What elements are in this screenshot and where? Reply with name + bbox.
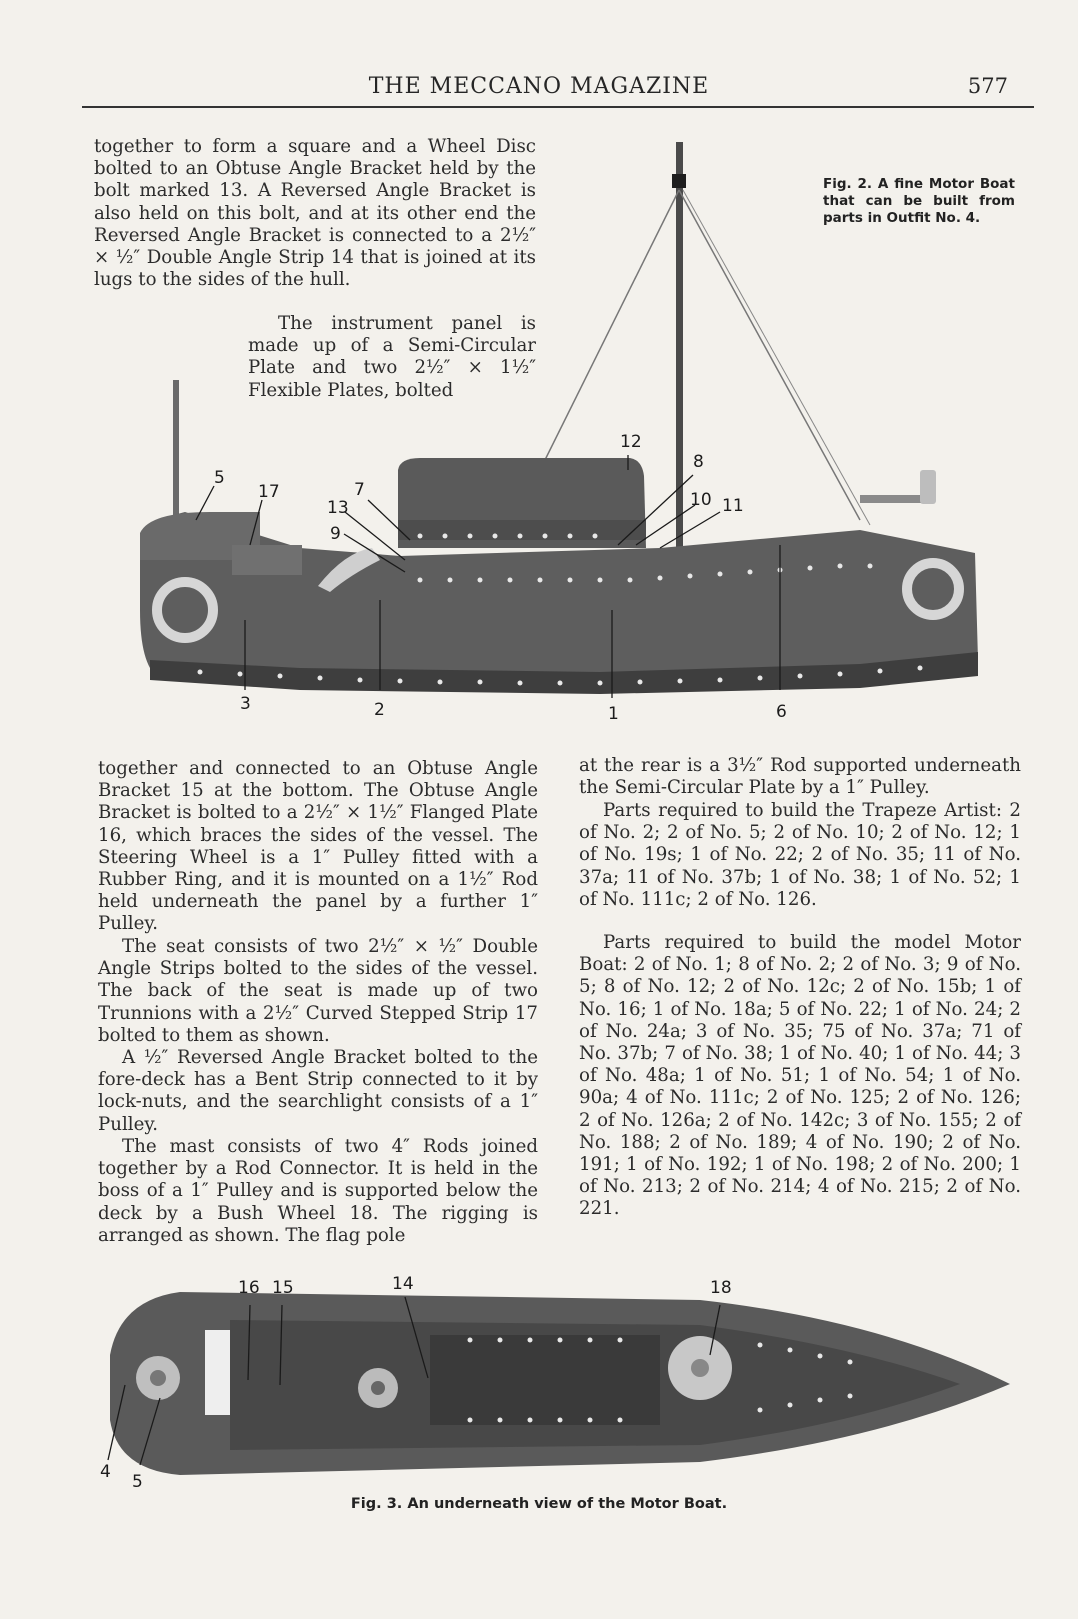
paragraph-right-1: at the rear is a 3½″ Rod supported underneath the Semi-Circular Plate by a 1″ Pulley. (579, 755, 1021, 799)
stern-opening (205, 1330, 230, 1415)
fig3-label-5: 5 (132, 1472, 143, 1492)
fig3-label-4: 4 (100, 1462, 111, 1482)
figure-2-caption: Fig. 2. A fine Motor Boat that can be built from parts in Outfit No. 4. (823, 176, 1015, 226)
fig2-label-12: 12 (620, 432, 642, 452)
fig2-label-7: 7 (354, 480, 365, 500)
fig2-label-10: 10 (690, 490, 712, 510)
paragraph-right-2: Parts required to build the Trapeze Artist: 2 of No. 2; 2 of No. 5; 2 of No. 10; 2 of No. 12; 1 of No. 19s; 1 of No. 22; 2 of No. 35; 11 of No. 37a; 11 of No. 37b; 1 of No. 38; 1 of No. 52; 1 of No. 111c; 2 of No. 126. (579, 800, 1021, 910)
fig2-label-13: 13 (327, 498, 349, 518)
page-number: 577 (967, 74, 1008, 98)
figure-3-caption: Fig. 3. An underneath view of the Motor Boat. (350, 1496, 728, 1512)
fig3-label-15: 15 (272, 1278, 294, 1298)
fig2-label-17: 17 (258, 482, 280, 502)
paragraph-left-1: together and connected to an Obtuse Angle Bracket 15 at the bottom. The Obtuse Angle Bracket is bolted to a 2½″ × 1½″ Flanged Plate 16, which braces the sides of the vessel. The Steering Wheel is a 1″ Pulley fitted with a Rubber Ring, and it is mounted on a 1½″ Rod held underneath the panel by a further 1″ Pulley. (98, 758, 538, 935)
paragraph-left-3: A ½″ Reversed Angle Bracket bolted to the fore-deck has a Bent Strip connected to it by lock-nuts, and the searchlight consists of a 1″ Pulley. (98, 1047, 538, 1135)
fig2-label-5: 5 (214, 468, 225, 488)
paragraph-instrument-panel: The instrument panel is made up of a Semi-Circular Plate and two 2½″ × 1½″ Flexible Plates, bolted (248, 313, 536, 401)
magazine-title: THE MECCANO MAGAZINE (368, 74, 710, 99)
paragraph-left-2: The seat consists of two 2½″ × ½″ Double Angle Strips bolted to the sides of the vessel. The back of the seat is made up of two Trunnions with a 2½″ Curved Stepped Strip 17 bolted to them as shown. (98, 936, 538, 1046)
paragraph-top-left: together to form a square and a Wheel Disc bolted to an Obtuse Angle Bracket held by the bolt marked 13. A Reversed Angle Bracket is also held on this bolt, and at its other end the Reversed Angle Bracket is connected to a 2½″ × ½″ Double Angle Strip 14 that is joined at its lugs to the sides of the hull. (94, 136, 536, 291)
fig2-label-1: 1 (608, 704, 619, 724)
fig3-label-14: 14 (392, 1274, 414, 1294)
fig2-label-6: 6 (776, 702, 787, 722)
fig2-label-2: 2 (374, 700, 385, 720)
fig2-label-11: 11 (722, 496, 744, 516)
paragraph-right-3: Parts required to build the model Motor Boat: 2 of No. 1; 8 of No. 2; 2 of No. 3; 9 of No. 5; 8 of No. 12; 2 of No. 12c; 2 of No. 15b; 1 of No. 16; 1 of No. 18a; 5 of No. 22; 1 of No. 24; 2 of No. 24a; 3 of No. 35; 75 of No. 37a; 71 of No. 37b; 7 of No. 38; 1 of No. 40; 1 of No. 44; 3 of No. 48a; 1 of No. 51; 1 of No. 54; 1 of No. 90a; 4 of No. 111c; 2 of No. 125; 2 of No. 126; 2 of No. 126a; 2 of No. 142c; 3 of No. 155; 2 of No. 188; 2 of No. 189; 4 of No. 190; 2 of No. 191; 1 of No. 192; 1 of No. 198; 2 of No. 200; 1 of No. 213; 2 of No. 214; 4 of No. 215; 2 of No. 221. (579, 932, 1021, 1220)
paragraph-left-4: The mast consists of two 4″ Rods joined together by a Rod Connector. It is held in the boss of a 1″ Pulley and is supported below the deck by a Bush Wheel 18. The rigging is arranged as shown. The flag pole (98, 1136, 538, 1246)
fig2-label-3: 3 (240, 694, 251, 714)
fig2-label-8: 8 (693, 452, 704, 472)
fig3-label-18: 18 (710, 1278, 732, 1298)
fig2-label-9: 9 (330, 524, 341, 544)
fig3-label-16: 16 (238, 1278, 260, 1298)
center-plate (430, 1335, 660, 1425)
